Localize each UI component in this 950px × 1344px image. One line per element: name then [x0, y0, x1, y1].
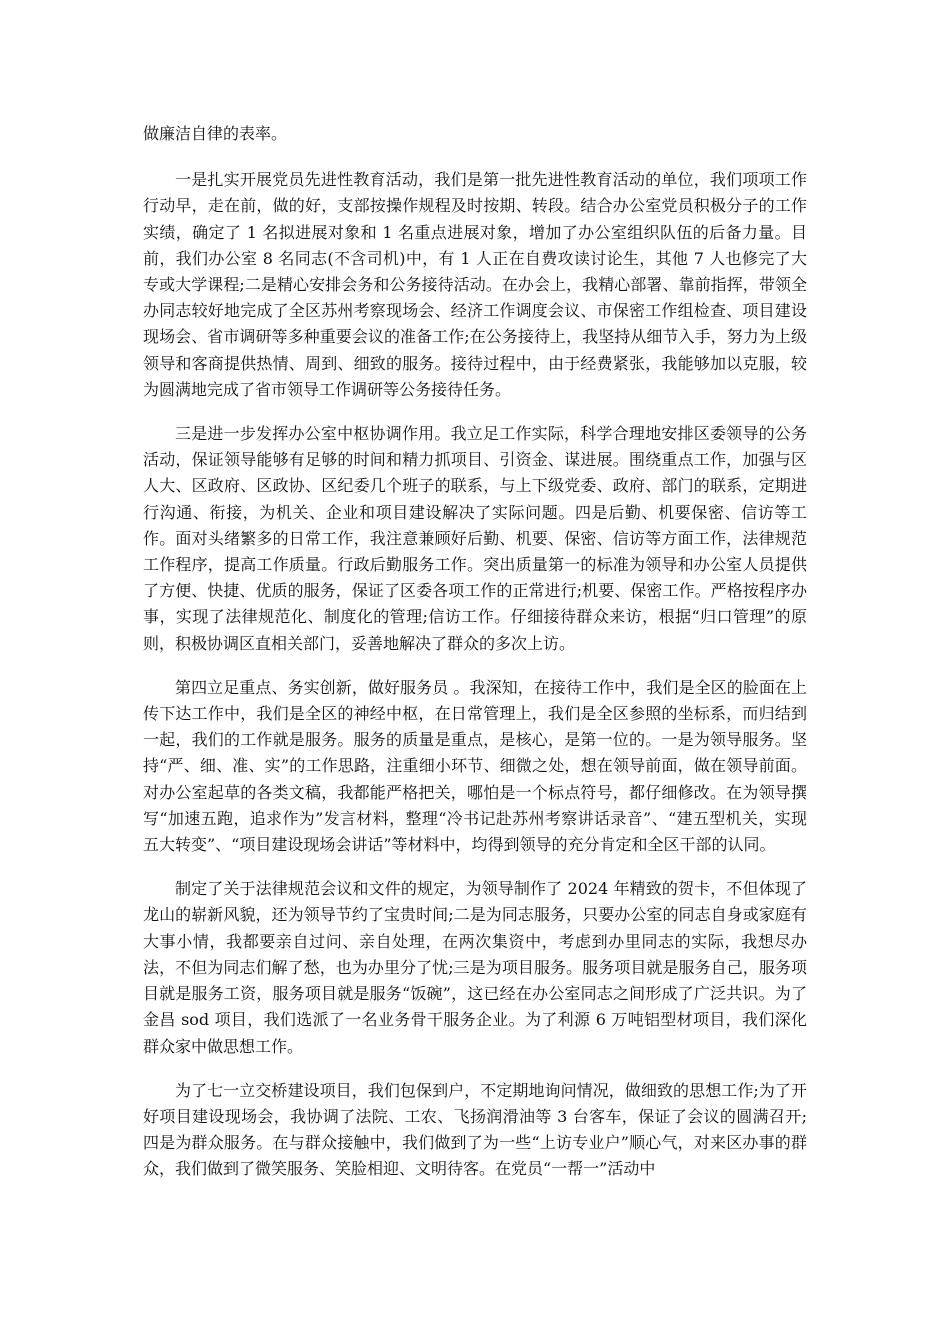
paragraph-2: 一是扎实开展党员先进性教育活动，我们是第一批先进性教育活动的单位，我们项项工作行动早，走在前，做的好，支部按操作规程及时按期、转段。结合办公室党员积极分子的工作实绩，确定了 1 名拟进展对象和 1 名重点进展对象，增加了办公室组织队伍的后备力量。目前，我们办公室 8 名同志(不含司机)中，有 1 人正在自费攻读讨论生，其他 7 人也修完了大专或大学课程;二是精心安排会务和公务接待活动。在办会上，我精心部署、靠前指挥，带领全办同志较好地完成了全区苏州考察现场会、经济工作调度会议、市保密工作组检查、项目建设现场会、省市调研等多种重要会议的准备工作;在公务接待上，我坚持从细节入手，努力为上级领导和客商提供热情、周到、细致的服务。接待过程中，由于经费紧张，我能够加以克服，较为圆满地完成了省市领导工作调研等公务接待任务。 [143, 170, 807, 399]
paragraph-5: 制定了关于法律规范会议和文件的规定，为领导制作了 2024 年精致的贺卡，不但体现了龙山的崭新风貌，还为领导节约了宝贵时间;二是为同志服务，只要办公室的同志自身或家庭有大事小情，我都要亲自过问、亲自处理，在两次集资中，考虑到办里同志的实际，我想尽办法，不但为同志们解了愁，也为办里分了忧;三是为项目服务。服务项目就是服务自己，服务项目就是服务工资，服务项目就是服务“饭碗”，这已经在办公室同志之间形成了广泛共识。为了金昌 sod 项目，我们选派了一名业务骨干服务企业。为了利源 6 万吨铝型材项目，我们深化群众家中做思想工作。 [143, 879, 807, 1056]
paragraph-6: 为了七一立交桥建设项目，我们包保到户，不定期地询问情况，做细致的思想工作;为了开好项目建设现场会，我协调了法院、工农、飞扬润滑油等 3 台客车，保证了会议的圆满召开;四是为群众服务。在与群众接触中，我们做到了为一些“上访专业户”顺心气，对来区办事的群众，我们做到了微笑服务、笑脸相迎、文明待客。在党员“一帮一”活动中 [143, 1080, 807, 1179]
paragraph-1: 做廉洁自律的表率。 [143, 124, 288, 143]
paragraph-3: 三是进一步发挥办公室中枢协调作用。我立足工作实际，科学合理地安排区委领导的公务活动，保证领导能够有足够的时间和精力抓项目、引资金、谋进展。围绕重点工作，加强与区人大、区政府、区政协、区纪委几个班子的联系，与上下级党委、政府、部门的联系，定期进行沟通、衔接，为机关、企业和项目建设解决了实际问题。四是后勤、机要保密、信访等工作。面对头绪繁多的日常工作，我注意兼顾好后勤、机要、保密、信访等方面工作，法律规范工作程序，提高工作质量。行政后勤服务工作。突出质量第一的标准为领导和办公室人员提供了方便、快捷、优质的服务，保证了区委各项工作的正常进行;机要、保密工作。严格按程序办事，实现了法律规范化、制度化的管理;信访工作。仔细接待群众来访，根据“归口管理”的原则，积极协调区直相关部门，妥善地解决了群众的多次上访。 [143, 424, 807, 653]
paragraph-4: 第四立足重点、务实创新，做好服务员 。我深知，在接待工作中，我们是全区的脸面在上传下达工作中，我们是全区的神经中枢，在日常管理上，我们是全区参照的坐标系，而归结到一起，我们的工作就是服务。服务的质量是重点，是核心，是第一位的。一是为领导服务。坚持“严、细、准、实”的工作思路，注重细小环节、细微之处，想在领导前面，做在领导前面。对办公室起草的各类文稿，我都能严格把关，哪怕是一个标点符号，都仔细修改。在为领导撰写“加速五跑，追求作为”发言材料，整理“冷书记赴苏州考察讲话录音”、“建五型机关，实现五大转变”、“项目建设现场会讲话”等材料中，均得到领导的充分肯定和全区干部的认同。 [143, 677, 807, 855]
document-body [143, 121, 807, 1201]
